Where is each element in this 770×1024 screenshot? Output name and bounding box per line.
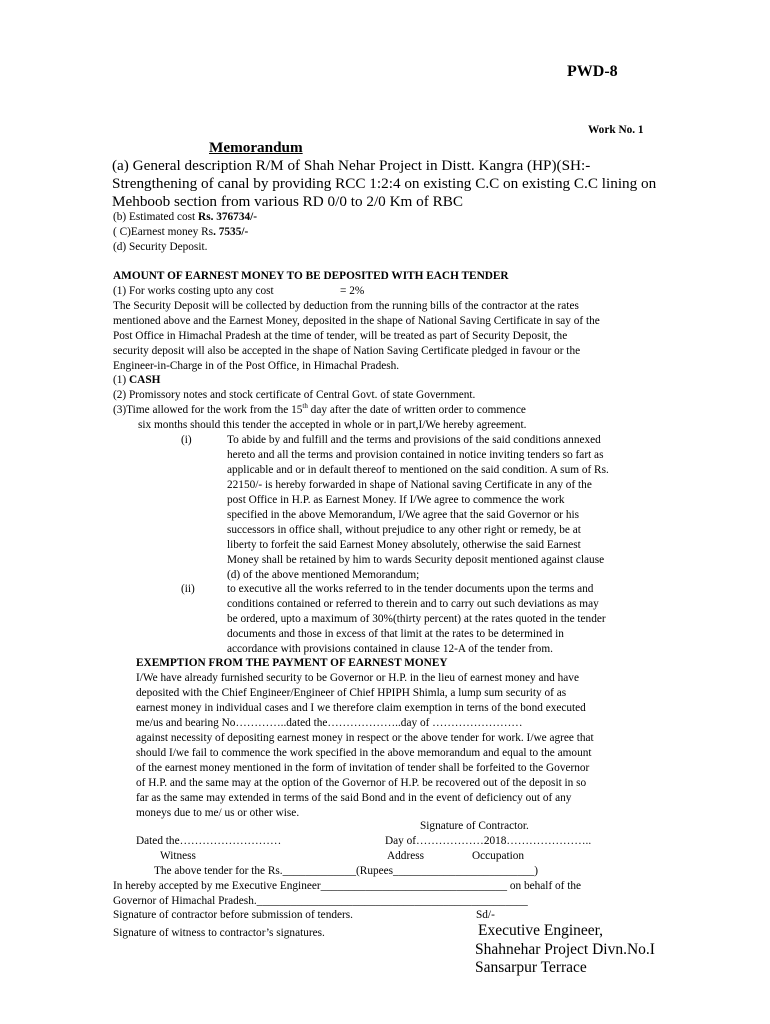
exemption-line: I/We have already furnished security to be Governor or H.P. in the lieu of earnest money and have — [136, 672, 579, 684]
security-para-line-1: The Security Deposit will be collected by deduction from the running bills of the contractor at the rates — [113, 300, 579, 312]
form-number: PWD-8 — [567, 63, 618, 80]
day-of-field: Day of………………2018………………….. — [385, 835, 592, 847]
exemption-heading: EXEMPTION FROM THE PAYMENT OF EARNEST MONEY — [136, 657, 448, 669]
works-costing-rate: = 2% — [340, 285, 365, 297]
description-line-1: (a) General description R/M of Shah Nehar Project in Distt. Kangra (HP)(SH:- — [112, 157, 591, 174]
security-para-line-3: Post Office in Himachal Pradesh at the time of tender, will be treated as part of Security Deposit, the — [113, 330, 568, 342]
exemption-line: should I/we fail to commence the work specified in the above memorandum and equal to the amount — [136, 747, 592, 759]
clause-i-line: liberty to forfeit the said Earnest Money absolutely, otherwise the said Earnest — [227, 539, 581, 551]
executive-engineer-location: Sansarpur Terrace — [475, 959, 587, 976]
above-tender-line: The above tender for the Rs._____________(Rupees_________________________) — [154, 865, 539, 877]
exemption-line: me/us and bearing No…………..dated the………………..day of …………………… — [136, 717, 523, 729]
exemption-line: far as the same may extended in terms of the said Bond and in the event of deficiency out of any — [136, 792, 572, 804]
clause-i-line: hereto and all the terms and provision contained in notice inviting tenders so fart as — [227, 449, 604, 461]
signature-before-submission: Signature of contractor before submission of tenders. — [113, 909, 353, 921]
security-deposit: (d) Security Deposit. — [113, 241, 208, 253]
description-line-3: Mehboob section from various RD 0/0 to 2/0 Km of RBC — [112, 193, 463, 210]
executive-engineer-title: Executive Engineer, — [478, 922, 604, 939]
signature-of-witness: Signature of witness to contractor’s signatures. — [113, 927, 325, 939]
time-allowed: (3)Time allowed for the work from the 15th day after the date of written order to commence — [113, 402, 526, 416]
memorandum-title: Memorandum — [209, 139, 303, 156]
signature-of-contractor: Signature of Contractor. — [420, 820, 529, 832]
cash-item: (1) CASH — [113, 374, 161, 386]
work-number: Work No. 1 — [588, 124, 644, 136]
clause-i-line: post Office in H.P. as Earnest Money. If I/We agree to commence the work — [227, 494, 565, 506]
witness-label: Witness — [160, 850, 196, 862]
works-costing-label: (1) For works costing upto any cost — [113, 285, 274, 297]
clause-ii-line: to executive all the works referred to in the tender documents upon the terms and — [227, 583, 594, 595]
clause-ii-label: (ii) — [181, 583, 195, 595]
clause-i-line: To abide by and fulfill and the terms and provisions of the said conditions annexed — [227, 434, 601, 446]
clause-i-line: applicable and or in default thereof to mentioned on the said condition. A sum of Rs. — [227, 464, 609, 476]
dated-field: Dated the……………………… — [136, 835, 282, 847]
exemption-line: moneys due to me/ us or other wise. — [136, 807, 300, 819]
address-label: Address — [387, 850, 425, 862]
six-months: six months should this tender the accepted in whole or in part,I/We hereby agreement. — [138, 419, 527, 431]
clause-i-line: Money shall be retained by him to wards Security deposit mentioned against clause — [227, 554, 605, 566]
exemption-line: deposited with the Chief Engineer/Engineer of Chief HPIPH Shimla, a lump sum security of as — [136, 687, 567, 699]
clause-i-line: (d) of the above mentioned Memorandum; — [227, 569, 420, 581]
governor-line: Governor of Himachal Pradesh.________________________________________________ — [113, 895, 528, 907]
clause-ii-line: documents and those in excess of that limit at the rates to be determined in — [227, 628, 564, 640]
clause-i-line: specified in the above Memorandum, I/We agree that the said Governor or his — [227, 509, 580, 521]
exemption-line: of the earnest money mentioned in the form of invitation of tender shall be forfeited to the Governor — [136, 762, 590, 774]
clause-ii-line: conditions contained or referred to therein and to carry out such deviations as may — [227, 598, 599, 610]
clause-i-label: (i) — [181, 434, 192, 446]
earnest-money-heading: AMOUNT OF EARNEST MONEY TO BE DEPOSITED WITH EACH TENDER — [113, 270, 509, 282]
description-line-2: Strengthening of canal by providing RCC 1:2:4 on existing C.C on existing C.C lining on — [112, 175, 657, 192]
clause-i-line: 22150/- is hereby forwarded in shape of National saving Certificate in any of the — [227, 479, 592, 491]
earnest-money: ( C)Earnest money Rs. 7535/- — [113, 226, 249, 238]
occupation-label: Occupation — [472, 850, 525, 862]
accepted-line: In hereby accepted by me Executive Engineer_________________________________ on behalf of the — [113, 880, 582, 892]
exemption-line: against necessity of depositing earnest money in respect or the above tender for work. I/we agree that — [136, 732, 594, 744]
promissory-item: (2) Promissory notes and stock certificate of Central Govt. of state Government. — [113, 389, 476, 401]
sd-label: Sd/- — [476, 909, 495, 921]
exemption-line: of H.P. and the same may at the option of the Governor of H.P. be recovered out of the deposit in so — [136, 777, 587, 789]
clause-ii-line: accordance with provisions contained in clause 12-A of the tender from. — [227, 643, 553, 655]
executive-engineer-division: Shahnehar Project Divn.No.I — [475, 941, 655, 958]
security-para-line-2: mentioned above and the Earnest Money, deposited in the shape of National Saving Certificate in say of the — [113, 315, 600, 327]
clause-i-line: successors in office shall, without prejudice to any other right or remedy, be at — [227, 524, 581, 536]
exemption-line: earnest money in individual cases and I we therefore claim exemption in terns of the bond executed — [136, 702, 586, 714]
security-para-line-5: Engineer-in-Charge in of the Post Office, in Himachal Pradesh. — [113, 360, 400, 372]
security-para-line-4: security deposit will also be accepted in the shape of Nation Saving Certificate pledged in favour or the — [113, 345, 581, 357]
estimated-cost: (b) Estimated cost Rs. 376734/- — [113, 211, 258, 223]
clause-ii-line: be ordered, upto a maximum of 30%(thirty percent) at the rates quoted in the tender — [227, 613, 606, 625]
